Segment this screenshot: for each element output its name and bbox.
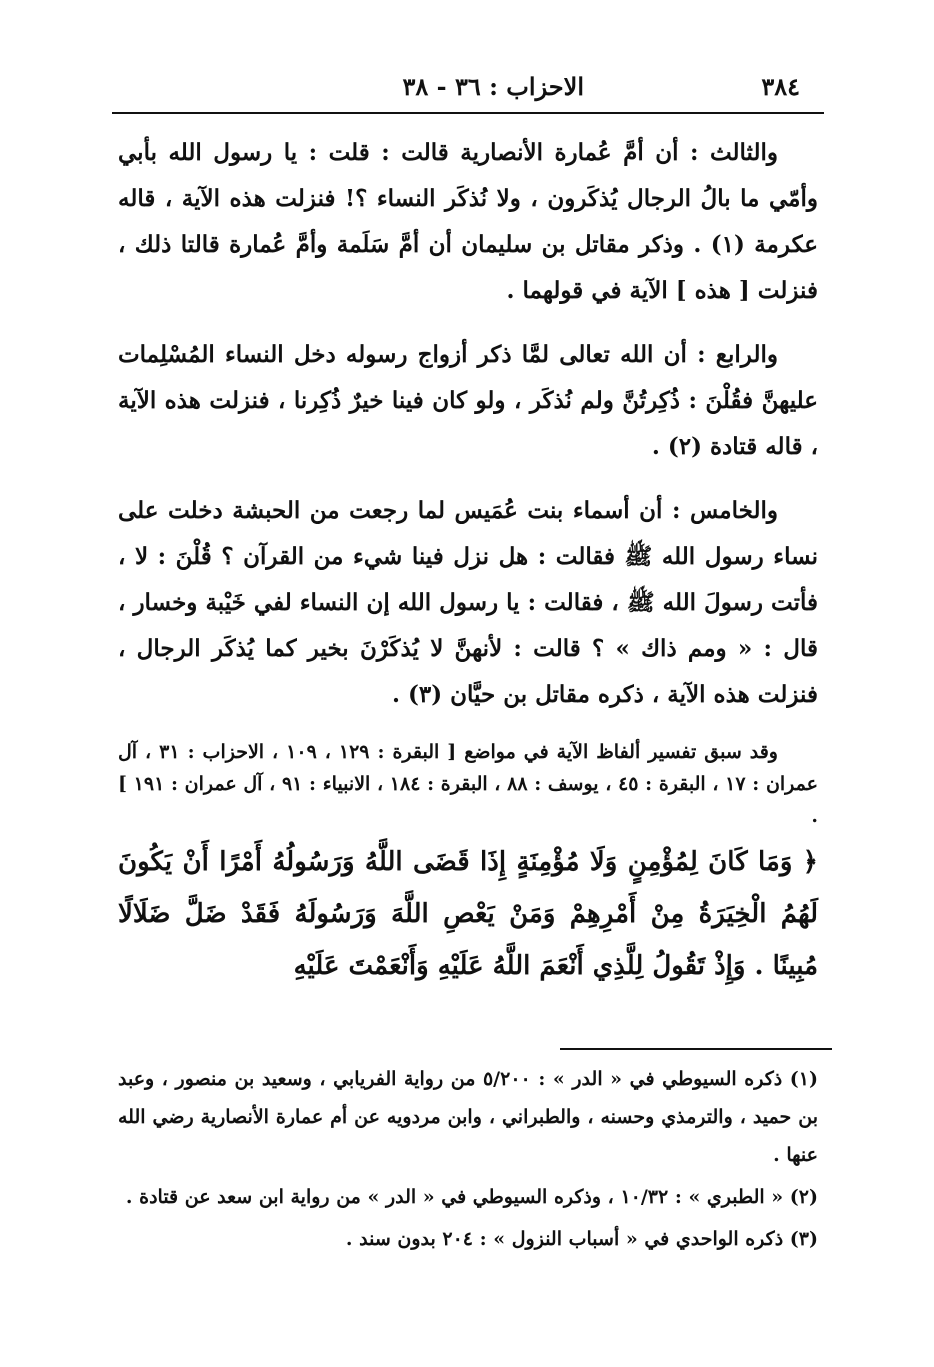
paragraph-fifth: والخامس : أن أسماء بنت عُمَيس لما رجعت من الحبشة دخلت على نساء رسول الله ﷺ فقالت : هل نزل فينا شيء من القرآن ؟ قُلْنَ : لا ، فأتت رسولَ الله ﷺ ، فقالت : يا رسول الله إن النساء لفي خَيْبة وخسار ، قال : « ومم ذاك » ؟ قالت : لأنهنَّ لا يُذكَرْنَ بخير كما يُذكَر الرجال ، فنزلت هذه الآية ، ذكره مقاتل بن حيَّان (٣) .	[118, 497, 818, 708]
footnote-3: (٣) ذكره الواحدي في « أسباب النزول » : ٢٠٤ بدون سند .	[345, 1228, 818, 1250]
footnote-2: (٢) « الطبري » : ١٠/٣٢ ، وذكره السيوطي في « الدر » من رواية ابن سعد عن قتادة .	[125, 1186, 818, 1208]
paragraph-fourth: والرابع : أن الله تعالى لمَّا ذكر أزواج رسوله دخل النساء المُسْلِمات عليهنَّ فقُلْنَ : ذُكِرتُنَّ ولم نُذكَر ، ولو كان فينا خيرٌ ذُكِرنا ، فنزلت هذه الآية ، قاله قتادة (٢) .	[118, 341, 818, 460]
footnotes	[118, 1060, 818, 1262]
references-paragraph: وقد سبق تفسير ألفاظ الآية في مواضع [ البقرة : ١٢٩ ، ١٠٩ ، الاحزاب : ٣١ ، آل عمران : ١٧ ، البقرة : ٤٥ ، يوسف : ٨٨ ، البقرة : ١٨٤ ، الانبياء : ٩١ ، آل عمران : ١٩١ ] .	[118, 741, 818, 827]
footnote-1: (١) ذكره السيوطي في « الدر » : ٥/٢٠٠ من رواية الفريابي ، وسعيد بن منصور ، وعبد بن حميد ، والترمذي وحسنه ، والطبراني ، وابن مردويه عن أم عمارة الأنصارية رضي الله عنها .	[118, 1068, 818, 1166]
page-number: ٣٨٤	[761, 72, 800, 101]
quran-verse: ﴿ وَمَا كَانَ لِمُؤْمِنٍ وَلَا مُؤْمِنَةٍ إِذَا قَضَى اللَّهُ وَرَسُولُهُ أَمْرًا أَنْ يَكُونَ لَهُمُ الْخِيَرَةُ مِنْ أَمْرِهِمْ وَمَنْ يَعْصِ اللَّهَ وَرَسُولَهُ فَقَدْ ضَلَّ ضَلَالًا مُبِينًا . وَإِذْ تَقُولُ لِلَّذِي أَنْعَمَ اللَّهُ عَلَيْهِ وَأَنْعَمْتَ عَلَيْهِ	[118, 847, 818, 981]
header-rule	[112, 112, 824, 114]
main-text	[118, 130, 818, 1010]
footnote-rule	[560, 1048, 832, 1050]
paragraph-third: والثالث : أن أمَّ عُمارة الأنصارية قالت : قلت : يا رسول الله بأبي وأمّي ما بالُ الرجال يُذكَرون ، ولا نُذكَر النساء ؟! فنزلت هذه الآية ، قاله عكرمة (١) . وذكر مقاتل بن سليمان أن أمَّ سَلَمة وأمَّ عُمارة قالتا ذلك ، فنزلت [ هذه ] الآية في قولهما .	[118, 139, 818, 304]
running-title: الاحزاب : ٣٦ - ٣٨	[402, 72, 584, 101]
page-header	[112, 64, 824, 114]
